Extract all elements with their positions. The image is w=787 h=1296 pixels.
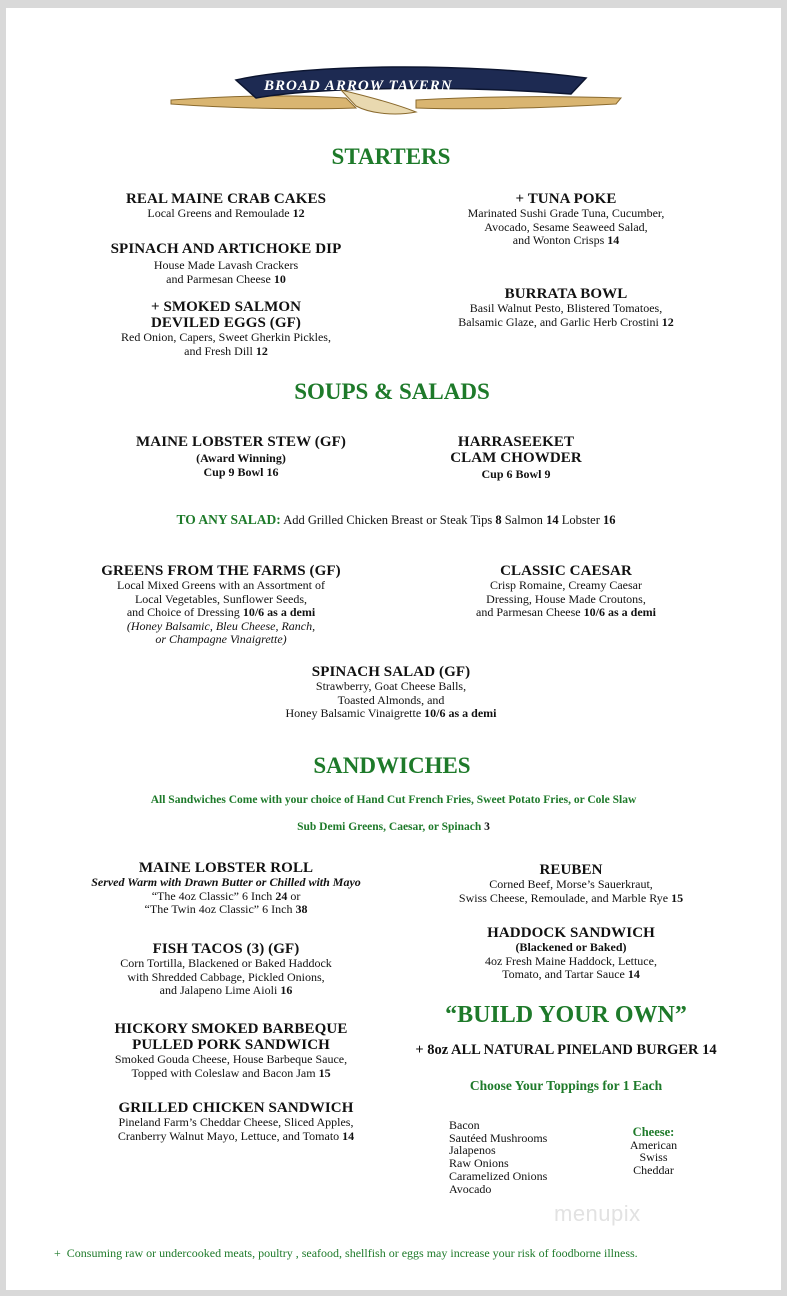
item-or: or	[290, 888, 301, 903]
item-desc: Strawberry, Goat Cheese Balls,	[315, 679, 467, 693]
item-name: + SMOKED SALMON	[150, 299, 302, 315]
cheese-item: Cheddar	[633, 1163, 674, 1178]
sub-note-price: 3	[484, 821, 490, 833]
item-price: 12	[661, 314, 674, 329]
toppings-list	[449, 1119, 619, 1195]
item-name: CLASSIC CAESAR	[500, 563, 632, 579]
burger-item	[376, 1042, 756, 1059]
item-grilled-chicken	[51, 1100, 421, 1143]
footer-plus: +	[54, 1246, 61, 1260]
item-crab-cakes	[66, 191, 386, 221]
item-sub: Served Warm with Drawn Butter or Chilled with Mayo	[91, 875, 361, 889]
item-desc: Red Onion, Capers, Sweet Gherkin Pickles,	[121, 330, 331, 344]
logo-text: BROAD ARROW TAVERN	[264, 78, 453, 94]
item-desc: Pineland Farm’s Cheddar Cheese, Sliced Apples,	[118, 1115, 354, 1129]
footer-text: Consuming raw or undercooked meats, poultry , seafood, shellfish or eggs may increase your risk of foodborne illness.	[66, 1246, 638, 1260]
item-dressings: or Champagne Vinaigrette)	[155, 632, 287, 646]
logo-arrow-icon	[166, 58, 626, 120]
item-option: “The Twin 4oz Classic” 6 Inch	[144, 902, 293, 916]
build-your-own-heading: “BUILD YOUR OWN”	[445, 1002, 687, 1028]
item-name: HICKORY SMOKED BARBEQUE	[114, 1021, 348, 1037]
addon-text: Add Grilled Chicken Breast or Steak Tips	[283, 513, 493, 527]
item-desc: Local Vegetables, Sunflower Seeds,	[134, 591, 308, 606]
item-desc: and Jalapeno Lime Aioli	[159, 983, 278, 997]
item-sub: (Blackened or Baked)	[515, 940, 627, 954]
cheese-item: American	[629, 1137, 678, 1152]
addons-label: TO ANY SALAD:	[176, 512, 281, 527]
item-price: 15	[671, 890, 684, 905]
burger-price: 14	[702, 1042, 717, 1058]
item-bbq-pork	[61, 1021, 401, 1080]
item-desc: Cranberry Walnut Mayo, Lettuce, and Tomato	[117, 1128, 340, 1143]
tavern-logo	[166, 58, 626, 120]
item-desc: and Parmesan Cheese	[476, 605, 581, 619]
topping-item: Raw Onions	[449, 1156, 509, 1171]
starters-heading: STARTERS	[331, 144, 451, 169]
topping-item: Avocado	[449, 1181, 492, 1196]
item-price: 12	[255, 343, 268, 358]
addon-price: 16	[603, 513, 616, 527]
item-desc: and Fresh Dill	[184, 343, 253, 358]
item-desc: House Made Lavash Crackers	[153, 258, 299, 272]
item-desc: Local Greens and Remoulade	[147, 206, 290, 220]
item-note: (Award Winning)	[196, 451, 286, 465]
menupix-watermark: menupix	[554, 1201, 641, 1226]
sandwiches-heading: SANDWICHES	[313, 753, 471, 778]
addon-text: Lobster	[561, 513, 600, 527]
item-dressings: (Honey Balsamic, Bleu Cheese, Ranch,	[126, 618, 316, 633]
item-desc: with Shredded Cabbage, Pickled Onions,	[127, 969, 325, 984]
item-name: SPINACH AND ARTICHOKE DIP	[110, 241, 342, 257]
topping-item: Bacon	[449, 1118, 480, 1132]
item-price: 38	[295, 902, 308, 916]
item-desc: Smoked Gouda Cheese, House Barbeque Sauce,	[114, 1052, 348, 1066]
item-desc: Basil Walnut Pesto, Blistered Tomatoes,	[469, 301, 663, 315]
item-price: 10/6 as a demi	[242, 605, 316, 619]
item-price: Cup 6 Bowl 9	[481, 467, 551, 481]
item-deviled-eggs	[66, 299, 386, 358]
item-desc: Honey Balsamic Vinaigrette	[285, 706, 422, 720]
item-desc: 4oz Fresh Maine Haddock, Lettuce,	[485, 953, 657, 968]
topping-item: Jalapenos	[449, 1143, 496, 1158]
item-desc: Marinated Sushi Grade Tuna, Cucumber,	[467, 206, 665, 220]
item-price: 14	[607, 233, 620, 247]
item-price: 24	[275, 888, 288, 903]
item-desc: Tomato, and Tartar Sauce	[502, 967, 625, 981]
item-name: + TUNA POKE	[515, 191, 617, 207]
item-name: REAL MAINE CRAB CAKES	[125, 191, 327, 207]
sub-note-text: Sub Demi Greens, Caesar, or Spinach	[297, 821, 482, 833]
item-price: 14	[627, 967, 640, 981]
item-name: BURRATA BOWL	[504, 286, 628, 302]
item-caesar	[406, 563, 726, 620]
item-name: GRILLED CHICKEN SANDWICH	[118, 1100, 354, 1116]
item-desc: and Choice of Dressing	[126, 605, 240, 619]
item-desc: Dressing, House Made Croutons,	[486, 591, 646, 606]
item-lobster-stew	[106, 434, 376, 479]
sandwich-sides-note: All Sandwiches Come with your choice of Hand Cut French Fries, Sweet Potato Fries, or Cole Slaw	[150, 794, 637, 806]
item-haddock-sandwich	[411, 925, 731, 982]
item-desc: Avocado, Sesame Seaweed Salad,	[484, 219, 648, 234]
item-reuben	[411, 862, 731, 905]
topping-item: Sautéed Mushrooms	[449, 1130, 548, 1145]
soups-heading: SOUPS & SALADS	[294, 379, 490, 404]
item-name: MAINE LOBSTER STEW (GF)	[136, 434, 346, 450]
addon-price: 8	[495, 513, 502, 527]
item-option: “The 4oz Classic” 6 Inch	[151, 888, 273, 903]
item-price: 10/6 as a demi	[583, 605, 656, 619]
item-name: FISH TACOS (3) (GF)	[152, 941, 300, 957]
cheese-item: Swiss	[639, 1150, 668, 1165]
item-desc: Crisp Romaine, Creamy Caesar	[490, 578, 642, 592]
food-safety-footer	[54, 1246, 774, 1261]
item-desc: and Wonton Crisps	[512, 233, 605, 247]
item-artichoke-dip	[66, 241, 386, 286]
item-name: HADDOCK SANDWICH	[487, 925, 655, 941]
item-lobster-roll	[46, 860, 406, 917]
addon-price: 14	[546, 513, 559, 527]
item-greens	[66, 563, 376, 647]
item-desc: Topped with Coleslaw and Bacon Jam	[131, 1065, 316, 1080]
item-price: 14	[342, 1128, 355, 1143]
item-price: 10/6 as a demi	[424, 706, 497, 720]
item-burrata-bowl	[406, 286, 726, 329]
addon-text: Salmon	[504, 513, 543, 527]
sandwich-sub-note	[46, 821, 741, 833]
item-name: REUBEN	[539, 862, 603, 878]
toppings-heading: Choose Your Toppings for 1 Each	[469, 1078, 663, 1093]
item-desc: Balsamic Glaze, and Garlic Herb Crostini	[458, 314, 659, 329]
item-desc: Corned Beef, Morse’s Sauerkraut,	[489, 877, 653, 891]
item-name: HARRASEEKET	[457, 434, 575, 450]
item-name: DEVILED EGGS (GF)	[150, 315, 302, 331]
burger-name: + 8oz ALL NATURAL PINELAND BURGER	[415, 1042, 699, 1058]
item-price: 10	[273, 271, 286, 286]
cheese-list	[611, 1126, 696, 1177]
item-desc: and Parmesan Cheese	[166, 271, 271, 286]
item-name: SPINACH SALAD (GF)	[311, 664, 471, 680]
item-price: 12	[292, 206, 305, 220]
item-name: CLAM CHOWDER	[450, 450, 582, 466]
item-name: GREENS FROM THE FARMS (GF)	[101, 563, 341, 579]
item-desc: Corn Tortilla, Blackened or Baked Haddock	[120, 956, 332, 970]
item-tuna-poke	[406, 191, 726, 248]
item-price: Cup 9 Bowl 16	[203, 464, 279, 479]
cheese-label: Cheese:	[632, 1125, 675, 1139]
menu-page	[6, 8, 781, 1290]
item-name: MAINE LOBSTER ROLL	[138, 860, 314, 876]
item-name: PULLED PORK SANDWICH	[132, 1037, 330, 1053]
item-spinach-salad	[231, 664, 551, 721]
item-price: 15	[318, 1065, 331, 1080]
salad-addons	[46, 512, 746, 528]
item-price: 16	[280, 983, 293, 997]
item-fish-tacos	[66, 941, 386, 998]
item-desc: Swiss Cheese, Remoulade, and Marble Rye	[458, 890, 669, 905]
topping-item: Caramelized Onions	[449, 1168, 548, 1183]
item-desc: Toasted Almonds, and	[337, 692, 445, 707]
item-desc: Local Mixed Greens with an Assortment of	[117, 578, 325, 592]
item-clam-chowder	[406, 434, 626, 482]
